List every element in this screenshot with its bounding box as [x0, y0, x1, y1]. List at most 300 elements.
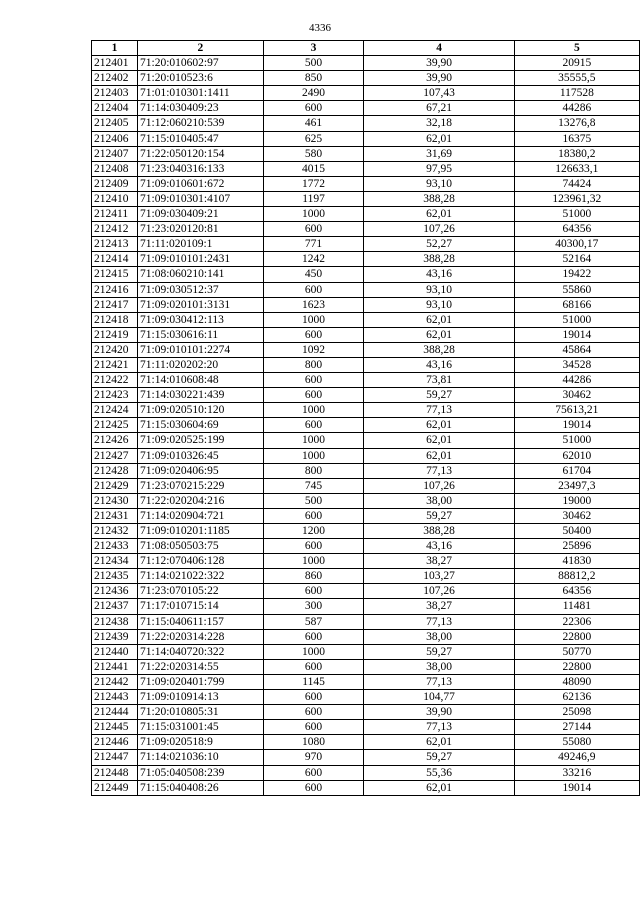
- table-row: [92, 176, 640, 191]
- table-row: [92, 599, 640, 614]
- cadastral-number-cell: 71:14:040720:322: [138, 644, 264, 659]
- table-row: [92, 780, 640, 795]
- row-id-cell: 212405: [92, 116, 138, 131]
- value-cell: 22306: [514, 614, 639, 629]
- rate-cell: 38,27: [364, 554, 514, 569]
- page-number: 4336: [309, 22, 331, 34]
- area-cell: 1000: [263, 403, 364, 418]
- rate-cell: 77,13: [364, 674, 514, 689]
- area-cell: 600: [263, 720, 364, 735]
- rate-cell: 97,95: [364, 161, 514, 176]
- value-cell: 117528: [514, 86, 639, 101]
- table-row: [92, 237, 640, 252]
- table-row: [92, 56, 640, 71]
- cadastral-number-cell: 71:20:010523:6: [138, 71, 264, 86]
- rate-cell: 388,28: [364, 342, 514, 357]
- rate-cell: 39,90: [364, 705, 514, 720]
- value-cell: 23497,3: [514, 478, 639, 493]
- table-row: [92, 327, 640, 342]
- rate-cell: 62,01: [364, 131, 514, 146]
- table-row: [92, 448, 640, 463]
- table-row: [92, 312, 640, 327]
- cadastral-number-cell: 71:22:020314:228: [138, 629, 264, 644]
- value-cell: 19422: [514, 267, 639, 282]
- rate-cell: 43,16: [364, 539, 514, 554]
- table-row: [92, 357, 640, 372]
- row-id-cell: 212439: [92, 629, 138, 644]
- rate-cell: 73,81: [364, 373, 514, 388]
- table-row: [92, 690, 640, 705]
- area-cell: 600: [263, 101, 364, 116]
- value-cell: 62136: [514, 690, 639, 705]
- row-id-cell: 212427: [92, 448, 138, 463]
- row-id-cell: 212431: [92, 508, 138, 523]
- value-cell: 27144: [514, 720, 639, 735]
- value-cell: 18380,2: [514, 146, 639, 161]
- row-id-cell: 212444: [92, 705, 138, 720]
- area-cell: 600: [263, 508, 364, 523]
- area-cell: 2490: [263, 86, 364, 101]
- value-cell: 35555,5: [514, 71, 639, 86]
- rate-cell: 62,01: [364, 448, 514, 463]
- area-cell: 580: [263, 146, 364, 161]
- area-cell: 600: [263, 765, 364, 780]
- row-id-cell: 212413: [92, 237, 138, 252]
- table-row: [92, 750, 640, 765]
- table-row: [92, 705, 640, 720]
- rate-cell: 38,27: [364, 599, 514, 614]
- area-cell: 1197: [263, 191, 364, 206]
- row-id-cell: 212446: [92, 735, 138, 750]
- rate-cell: 31,69: [364, 146, 514, 161]
- area-cell: 4015: [263, 161, 364, 176]
- rate-cell: 77,13: [364, 720, 514, 735]
- table-row: [92, 569, 640, 584]
- area-cell: 600: [263, 690, 364, 705]
- area-cell: 1000: [263, 554, 364, 569]
- table-row: [92, 403, 640, 418]
- rate-cell: 39,90: [364, 71, 514, 86]
- cadastral-number-cell: 71:20:010602:97: [138, 56, 264, 71]
- row-id-cell: 212411: [92, 207, 138, 222]
- cadastral-number-cell: 71:23:040316:133: [138, 161, 264, 176]
- cadastral-number-cell: 71:09:020101:3131: [138, 297, 264, 312]
- row-id-cell: 212404: [92, 101, 138, 116]
- area-cell: 600: [263, 418, 364, 433]
- row-id-cell: 212421: [92, 357, 138, 372]
- value-cell: 16375: [514, 131, 639, 146]
- cadastral-number-cell: 71:14:021036:10: [138, 750, 264, 765]
- table-row: [92, 629, 640, 644]
- row-id-cell: 212438: [92, 614, 138, 629]
- table-row: [92, 222, 640, 237]
- area-cell: 1242: [263, 252, 364, 267]
- rate-cell: 103,27: [364, 569, 514, 584]
- cadastral-number-cell: 71:08:060210:141: [138, 267, 264, 282]
- cadastral-number-cell: 71:23:070215:229: [138, 478, 264, 493]
- rate-cell: 388,28: [364, 524, 514, 539]
- cadastral-number-cell: 71:09:020510:120: [138, 403, 264, 418]
- table-row: [92, 765, 640, 780]
- value-cell: 25098: [514, 705, 639, 720]
- value-cell: 22800: [514, 659, 639, 674]
- area-cell: 600: [263, 629, 364, 644]
- rate-cell: 107,26: [364, 222, 514, 237]
- area-cell: 1623: [263, 297, 364, 312]
- row-id-cell: 212429: [92, 478, 138, 493]
- cadastral-number-cell: 71:15:040611:157: [138, 614, 264, 629]
- area-cell: 600: [263, 539, 364, 554]
- value-cell: 19014: [514, 418, 639, 433]
- table-row: [92, 735, 640, 750]
- table-row: [92, 584, 640, 599]
- cadastral-number-cell: 71:11:020109:1: [138, 237, 264, 252]
- table-row: [92, 614, 640, 629]
- row-id-cell: 212401: [92, 56, 138, 71]
- value-cell: 52164: [514, 252, 639, 267]
- table-row: [92, 433, 640, 448]
- row-id-cell: 212420: [92, 342, 138, 357]
- row-id-cell: 212422: [92, 373, 138, 388]
- table-row: [92, 191, 640, 206]
- cadastral-number-cell: 71:22:050120:154: [138, 146, 264, 161]
- value-cell: 51000: [514, 207, 639, 222]
- area-cell: 500: [263, 493, 364, 508]
- row-id-cell: 212434: [92, 554, 138, 569]
- value-cell: 22800: [514, 629, 639, 644]
- value-cell: 49246,9: [514, 750, 639, 765]
- row-id-cell: 212409: [92, 176, 138, 191]
- area-cell: 860: [263, 569, 364, 584]
- cadastral-number-cell: 71:09:010601:672: [138, 176, 264, 191]
- table-row: [92, 524, 640, 539]
- rate-cell: 59,27: [364, 644, 514, 659]
- cadastral-number-cell: 71:14:030409:23: [138, 101, 264, 116]
- column-header-3: 3: [263, 41, 364, 56]
- table-row: [92, 720, 640, 735]
- cadastral-number-cell: 71:05:040508:239: [138, 765, 264, 780]
- rate-cell: 38,00: [364, 659, 514, 674]
- rate-cell: 38,00: [364, 493, 514, 508]
- cadastral-number-cell: 71:09:020518:9: [138, 735, 264, 750]
- value-cell: 68166: [514, 297, 639, 312]
- rate-cell: 32,18: [364, 116, 514, 131]
- area-cell: 600: [263, 327, 364, 342]
- table-row: [92, 463, 640, 478]
- table-row: [92, 282, 640, 297]
- table-row: [92, 297, 640, 312]
- cadastral-number-cell: 71:11:020202:20: [138, 357, 264, 372]
- area-cell: 600: [263, 584, 364, 599]
- row-id-cell: 212419: [92, 327, 138, 342]
- area-cell: 1000: [263, 433, 364, 448]
- value-cell: 74424: [514, 176, 639, 191]
- value-cell: 44286: [514, 373, 639, 388]
- area-cell: 1092: [263, 342, 364, 357]
- table-row: [92, 146, 640, 161]
- area-cell: 300: [263, 599, 364, 614]
- area-cell: 450: [263, 267, 364, 282]
- cadastral-number-cell: 71:09:020401:799: [138, 674, 264, 689]
- cadastral-number-cell: 71:14:010608:48: [138, 373, 264, 388]
- row-id-cell: 212433: [92, 539, 138, 554]
- row-id-cell: 212435: [92, 569, 138, 584]
- row-id-cell: 212424: [92, 403, 138, 418]
- cadastral-number-cell: 71:14:030221:439: [138, 388, 264, 403]
- column-header-1: 1: [92, 41, 138, 56]
- row-id-cell: 212407: [92, 146, 138, 161]
- table-row: [92, 388, 640, 403]
- rate-cell: 52,27: [364, 237, 514, 252]
- area-cell: 800: [263, 357, 364, 372]
- area-cell: 461: [263, 116, 364, 131]
- area-cell: 1000: [263, 312, 364, 327]
- cadastral-number-cell: 71:09:010101:2431: [138, 252, 264, 267]
- value-cell: 51000: [514, 433, 639, 448]
- table-row: [92, 86, 640, 101]
- value-cell: 55860: [514, 282, 639, 297]
- cadastral-number-cell: 71:12:070406:128: [138, 554, 264, 569]
- value-cell: 41830: [514, 554, 639, 569]
- rate-cell: 104,77: [364, 690, 514, 705]
- cadastral-number-cell: 71:09:010301:4107: [138, 191, 264, 206]
- rate-cell: 67,21: [364, 101, 514, 116]
- rate-cell: 107,26: [364, 478, 514, 493]
- cadastral-number-cell: 71:15:010405:47: [138, 131, 264, 146]
- row-id-cell: 212432: [92, 524, 138, 539]
- table-row: [92, 659, 640, 674]
- area-cell: 1000: [263, 644, 364, 659]
- cadastral-number-cell: 71:23:070105:22: [138, 584, 264, 599]
- value-cell: 64356: [514, 222, 639, 237]
- area-cell: 970: [263, 750, 364, 765]
- table-row: [92, 418, 640, 433]
- area-cell: 1000: [263, 207, 364, 222]
- row-id-cell: 212447: [92, 750, 138, 765]
- row-id-cell: 212449: [92, 780, 138, 795]
- value-cell: 33216: [514, 765, 639, 780]
- row-id-cell: 212418: [92, 312, 138, 327]
- table-row: [92, 71, 640, 86]
- rate-cell: 93,10: [364, 282, 514, 297]
- value-cell: 51000: [514, 312, 639, 327]
- rate-cell: 38,00: [364, 629, 514, 644]
- row-id-cell: 212430: [92, 493, 138, 508]
- value-cell: 44286: [514, 101, 639, 116]
- table-row: [92, 674, 640, 689]
- rate-cell: 77,13: [364, 614, 514, 629]
- row-id-cell: 212414: [92, 252, 138, 267]
- rate-cell: 107,43: [364, 86, 514, 101]
- rate-cell: 59,27: [364, 388, 514, 403]
- rate-cell: 59,27: [364, 750, 514, 765]
- cadastral-number-cell: 71:22:020314:55: [138, 659, 264, 674]
- area-cell: 600: [263, 373, 364, 388]
- area-cell: 625: [263, 131, 364, 146]
- cadastral-number-cell: 71:08:050503:75: [138, 539, 264, 554]
- table-row: [92, 554, 640, 569]
- value-cell: 75613,21: [514, 403, 639, 418]
- area-cell: 1200: [263, 524, 364, 539]
- column-header-4: 4: [364, 41, 514, 56]
- row-id-cell: 212445: [92, 720, 138, 735]
- rate-cell: 62,01: [364, 418, 514, 433]
- cadastral-number-cell: 71:01:010301:1411: [138, 86, 264, 101]
- cadastral-number-cell: 71:23:020120:81: [138, 222, 264, 237]
- table-row: [92, 161, 640, 176]
- row-id-cell: 212437: [92, 599, 138, 614]
- table-row: [92, 252, 640, 267]
- table-row: [92, 493, 640, 508]
- row-id-cell: 212441: [92, 659, 138, 674]
- row-id-cell: 212425: [92, 418, 138, 433]
- cadastral-number-cell: 71:09:010101:2274: [138, 342, 264, 357]
- rate-cell: 107,26: [364, 584, 514, 599]
- cadastral-number-cell: 71:09:010201:1185: [138, 524, 264, 539]
- rate-cell: 388,28: [364, 191, 514, 206]
- rate-cell: 93,10: [364, 176, 514, 191]
- rate-cell: 62,01: [364, 735, 514, 750]
- cadastral-number-cell: 71:20:010805:31: [138, 705, 264, 720]
- area-cell: 800: [263, 463, 364, 478]
- area-cell: 1000: [263, 448, 364, 463]
- row-id-cell: 212426: [92, 433, 138, 448]
- cadastral-number-cell: 71:14:020904:721: [138, 508, 264, 523]
- row-id-cell: 212428: [92, 463, 138, 478]
- area-cell: 600: [263, 282, 364, 297]
- cadastral-number-cell: 71:09:030412:113: [138, 312, 264, 327]
- area-cell: 600: [263, 388, 364, 403]
- rate-cell: 62,01: [364, 433, 514, 448]
- value-cell: 55080: [514, 735, 639, 750]
- value-cell: 11481: [514, 599, 639, 614]
- value-cell: 34528: [514, 357, 639, 372]
- table-row: [92, 131, 640, 146]
- table-row: [92, 644, 640, 659]
- value-cell: 20915: [514, 56, 639, 71]
- area-cell: 1772: [263, 176, 364, 191]
- value-cell: 61704: [514, 463, 639, 478]
- area-cell: 587: [263, 614, 364, 629]
- row-id-cell: 212406: [92, 131, 138, 146]
- row-id-cell: 212403: [92, 86, 138, 101]
- rate-cell: 62,01: [364, 780, 514, 795]
- cadastral-number-cell: 71:09:010326:45: [138, 448, 264, 463]
- cadastral-number-cell: 71:14:021022:322: [138, 569, 264, 584]
- row-id-cell: 212415: [92, 267, 138, 282]
- table-row: [92, 373, 640, 388]
- area-cell: 745: [263, 478, 364, 493]
- cadastral-number-cell: 71:09:030512:37: [138, 282, 264, 297]
- area-cell: 600: [263, 659, 364, 674]
- cadastral-number-cell: 71:09:010914:13: [138, 690, 264, 705]
- value-cell: 48090: [514, 674, 639, 689]
- row-id-cell: 212443: [92, 690, 138, 705]
- area-cell: 1080: [263, 735, 364, 750]
- rate-cell: 93,10: [364, 297, 514, 312]
- value-cell: 50400: [514, 524, 639, 539]
- rate-cell: 77,13: [364, 403, 514, 418]
- table-row: [92, 116, 640, 131]
- area-cell: 500: [263, 56, 364, 71]
- value-cell: 62010: [514, 448, 639, 463]
- rate-cell: 388,28: [364, 252, 514, 267]
- column-header-2: 2: [138, 41, 264, 56]
- row-id-cell: 212417: [92, 297, 138, 312]
- cadastral-number-cell: 71:15:030604:69: [138, 418, 264, 433]
- table-row: [92, 101, 640, 116]
- value-cell: 30462: [514, 508, 639, 523]
- value-cell: 13276,8: [514, 116, 639, 131]
- rate-cell: 55,36: [364, 765, 514, 780]
- cadastral-number-cell: 71:09:020406:95: [138, 463, 264, 478]
- area-cell: 771: [263, 237, 364, 252]
- table-row: [92, 342, 640, 357]
- value-cell: 88812,2: [514, 569, 639, 584]
- row-id-cell: 212408: [92, 161, 138, 176]
- table-row: [92, 478, 640, 493]
- area-cell: 850: [263, 71, 364, 86]
- value-cell: 19000: [514, 493, 639, 508]
- value-cell: 25896: [514, 539, 639, 554]
- value-cell: 19014: [514, 327, 639, 342]
- rate-cell: 39,90: [364, 56, 514, 71]
- rate-cell: 62,01: [364, 207, 514, 222]
- area-cell: 600: [263, 222, 364, 237]
- area-cell: 1145: [263, 674, 364, 689]
- row-id-cell: 212442: [92, 674, 138, 689]
- column-header-5: 5: [514, 41, 639, 56]
- row-id-cell: 212423: [92, 388, 138, 403]
- row-id-cell: 212440: [92, 644, 138, 659]
- area-cell: 600: [263, 705, 364, 720]
- area-cell: 600: [263, 780, 364, 795]
- cadastral-number-cell: 71:12:060210:539: [138, 116, 264, 131]
- rate-cell: 43,16: [364, 357, 514, 372]
- cadastral-number-cell: 71:17:010715:14: [138, 599, 264, 614]
- rate-cell: 59,27: [364, 508, 514, 523]
- cadastral-number-cell: 71:15:031001:45: [138, 720, 264, 735]
- row-id-cell: 212410: [92, 191, 138, 206]
- row-id-cell: 212412: [92, 222, 138, 237]
- value-cell: 123961,32: [514, 191, 639, 206]
- table-header-row: [92, 41, 640, 56]
- value-cell: 40300,17: [514, 237, 639, 252]
- value-cell: 30462: [514, 388, 639, 403]
- rate-cell: 77,13: [364, 463, 514, 478]
- table-row: [92, 508, 640, 523]
- table-row: [92, 267, 640, 282]
- cadastral-number-cell: 71:15:040408:26: [138, 780, 264, 795]
- row-id-cell: 212416: [92, 282, 138, 297]
- row-id-cell: 212402: [92, 71, 138, 86]
- row-id-cell: 212436: [92, 584, 138, 599]
- value-cell: 126633,1: [514, 161, 639, 176]
- cadastral-number-cell: 71:09:030409:21: [138, 207, 264, 222]
- table-row: [92, 207, 640, 222]
- row-id-cell: 212448: [92, 765, 138, 780]
- value-cell: 64356: [514, 584, 639, 599]
- value-cell: 50770: [514, 644, 639, 659]
- table-row: [92, 539, 640, 554]
- cadastral-number-cell: 71:15:030616:11: [138, 327, 264, 342]
- table-body: [92, 56, 640, 796]
- data-table-container: [91, 40, 640, 796]
- rate-cell: 43,16: [364, 267, 514, 282]
- rate-cell: 62,01: [364, 327, 514, 342]
- cadastral-number-cell: 71:22:020204:216: [138, 493, 264, 508]
- value-cell: 19014: [514, 780, 639, 795]
